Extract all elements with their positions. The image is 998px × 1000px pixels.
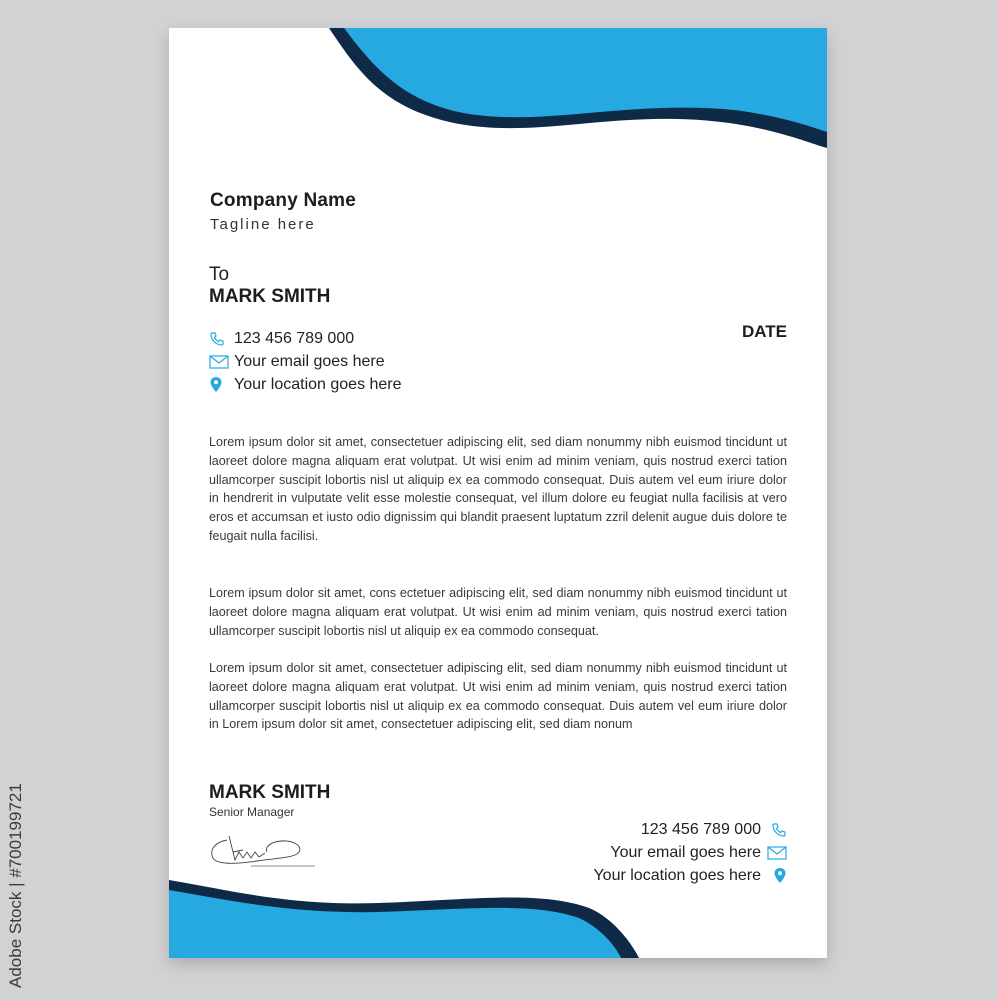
- contact-email: Your email goes here: [234, 352, 385, 370]
- stock-id-label: Adobe Stock | #700199721: [6, 783, 25, 988]
- date-label: DATE: [741, 322, 787, 341]
- company-tagline: Tagline here: [210, 216, 316, 233]
- body-paragraph-1: Lorem ipsum dolor sit amet, consectetuer adipiscing elit, sed diam nonummy nibh euismod tincidunt ut laoreet dolore magna aliquam erat volutpat. Ut wisi enim ad minim veniam, quis nostrud exerci tation ullamcorper suscipit lobortis nisl ut aliquip ex ea commodo consequat. Duis autem vel eum iriure dolor in hendrerit in vulputate velit esse molestie consequat, vel illum dolore eu feugiat nulla facilisis at vero eros et accumsan et iusto odio dignissim qui blandit praesent luptatum zzril delenit augue duis dolore te feugait nulla facilisi.: [209, 435, 787, 543]
- envelope-icon: [209, 353, 231, 371]
- contact-location: Your location goes here: [234, 375, 402, 393]
- stock-watermark: [6, 768, 34, 988]
- signer-block: [209, 782, 330, 819]
- to-label: To: [209, 264, 230, 285]
- recipient-name: MARK SMITH: [209, 286, 331, 307]
- footer-email: Your email goes here: [610, 843, 761, 861]
- footer-location: Your location goes here: [593, 866, 761, 884]
- contact-email-row: [209, 350, 402, 373]
- company-block: [210, 190, 356, 233]
- signer-title: Senior Manager: [209, 805, 295, 819]
- footer-phone-row: [593, 818, 787, 841]
- envelope-icon: [765, 844, 787, 862]
- body-paragraph-3: Lorem ipsum dolor sit amet, consectetuer adipiscing elit, sed diam nonummy nibh euismod tincidunt ut laoreet dolore magna aliquam erat volutpat. Ut wisi enim ad minim veniam, quis nostrud exerci tation ullamcorper suscipit lobortis nisl ut aliquip ex ea commodo consequat. Duis autem vel eum iriure dolor in Lorem ipsum dolor sit amet, consectetuer adipiscing elit, sed diam nonum: [209, 661, 787, 732]
- phone-icon: [765, 821, 787, 839]
- signer-name: MARK SMITH: [209, 782, 331, 803]
- location-pin-icon: [209, 376, 231, 394]
- bottom-wave-decoration: [169, 868, 827, 958]
- contact-phone-row: [209, 327, 402, 350]
- contact-phone: 123 456 789 000: [234, 329, 355, 347]
- body-paragraph-2: Lorem ipsum dolor sit amet, cons ectetuer adipiscing elit, sed diam nonummy nibh euismod tincidunt ut laoreet dolore magna aliquam erat volutpat. Ut wisi enim ad minim veniam, quis nostrud exerci tation ullamcorper suscipit lobortis nisl ut aliquip ex ea commodo consequat.: [209, 586, 787, 638]
- footer-email-row: [593, 841, 787, 864]
- company-name: Company Name: [210, 190, 356, 211]
- top-wave-decoration: [169, 28, 827, 178]
- letterhead-page: [169, 28, 827, 958]
- recipient-block: [209, 264, 330, 308]
- phone-icon: [209, 330, 231, 348]
- contact-list-left: [209, 327, 402, 396]
- contact-location-row: [209, 373, 402, 396]
- footer-phone: 123 456 789 000: [640, 820, 761, 838]
